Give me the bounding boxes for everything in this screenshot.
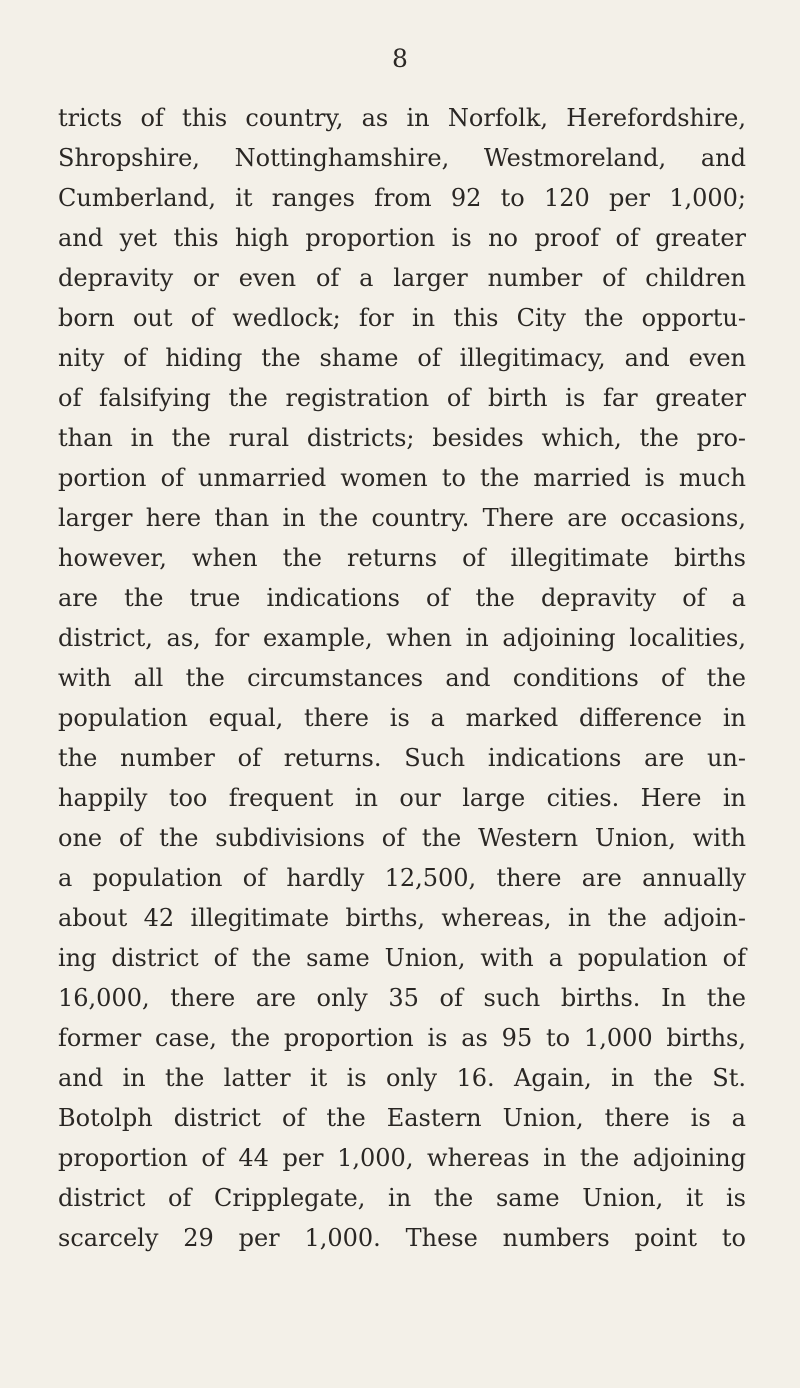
text-line: and in the latter it is only 16. Again, in the St. [58, 1064, 746, 1092]
text-line: however, when the returns of illegitimate births [58, 544, 746, 572]
body-text [58, 98, 746, 1258]
text-line: proportion of 44 per 1,000, whereas in the adjoining [58, 1144, 746, 1172]
text-line: about 42 illegitimate births, whereas, in the adjoin- [58, 904, 746, 932]
text-line: former case, the proportion is as 95 to 1,000 births, [58, 1024, 746, 1052]
page-number: 8 [392, 44, 408, 73]
text-line: 16,000, there are only 35 of such births. In the [58, 984, 746, 1012]
text-line: one of the subdivisions of the Western Union, with [58, 824, 746, 852]
text-line: the number of returns. Such indications are un- [58, 744, 746, 772]
text-line: ing district of the same Union, with a population of [58, 944, 746, 972]
text-line: happily too frequent in our large cities. Here in [58, 784, 746, 812]
text-line: larger here than in the country. There are occasions, [58, 504, 746, 532]
text-line: are the true indications of the depravity of a [58, 584, 746, 612]
text-line: population equal, there is a marked difference in [58, 704, 746, 732]
text-line: and yet this high proportion is no proof of greater [58, 224, 746, 252]
text-line: with all the circumstances and conditions of the [58, 664, 746, 692]
text-line: born out of wedlock; for in this City the opportu- [58, 304, 746, 332]
text-line: district of Cripplegate, in the same Union, it is [58, 1184, 746, 1212]
text-line: Shropshire, Nottinghamshire, Westmoreland, and [58, 144, 746, 172]
text-line: of falsifying the registration of birth is far greater [58, 384, 746, 412]
text-line: tricts of this country, as in Norfolk, Herefordshire, [58, 104, 746, 132]
text-line: portion of unmarried women to the married is much [58, 464, 746, 492]
text-line: a population of hardly 12,500, there are annually [58, 864, 746, 892]
text-line: scarcely 29 per 1,000. These numbers point to [58, 1224, 746, 1252]
text-line: depravity or even of a larger number of children [58, 264, 746, 292]
text-line: district, as, for example, when in adjoining localities, [58, 624, 746, 652]
text-line: Botolph district of the Eastern Union, there is a [58, 1104, 746, 1132]
text-line: Cumberland, it ranges from 92 to 120 per 1,000; [58, 184, 746, 212]
text-line: than in the rural districts; besides which, the pro- [58, 424, 746, 452]
text-line: nity of hiding the shame of illegitimacy, and even [58, 344, 746, 372]
